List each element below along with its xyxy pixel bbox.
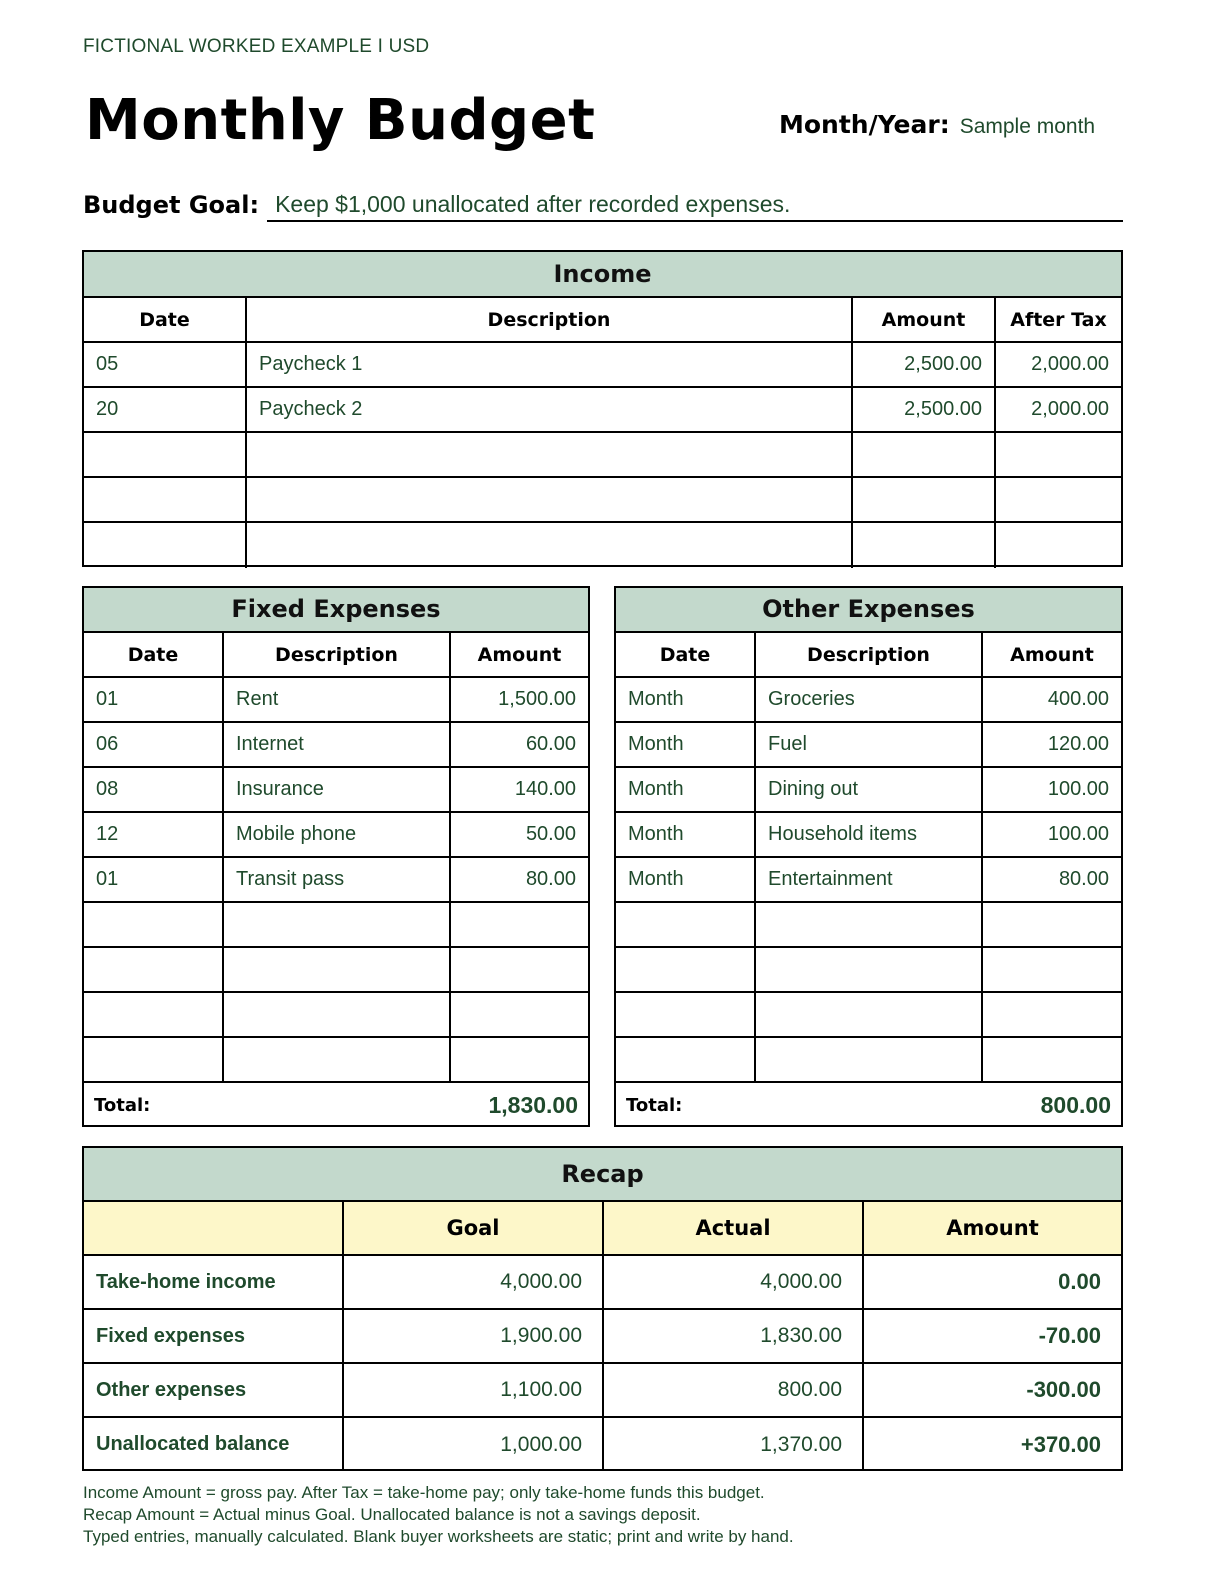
column-header: Description [224,633,451,678]
column-header: Description [756,633,983,678]
table-cell-date [84,433,247,478]
table-cell-date [616,1038,756,1083]
recap-row-label: Other expenses [84,1364,344,1418]
recap-goal: 4,000.00 [344,1256,604,1310]
table-cell-description: Dining out [756,768,983,813]
table-cell-date [616,948,756,993]
table-cell-amount [853,523,996,568]
table-cell-description: Fuel [756,723,983,768]
table-cell-description: Paycheck 2 [247,388,853,433]
table-cell-amount [983,948,1121,993]
recap-actual: 1,370.00 [604,1418,864,1471]
table-cell-description: Entertainment [756,858,983,903]
table-cell-description [756,948,983,993]
fixed-total-value: 1,830.00 [488,1091,578,1118]
table-cell-date: Month [616,858,756,903]
document-tag: FICTIONAL WORKED EXAMPLE I USD [83,36,430,57]
table-cell-amount: 100.00 [983,768,1121,813]
table-cell-after-tax: 2,000.00 [996,388,1121,433]
table-cell-amount: 80.00 [451,858,588,903]
recap-goal: 1,900.00 [344,1310,604,1364]
column-header: Actual [604,1202,864,1256]
table-cell-amount: 2,500.00 [853,388,996,433]
recap-actual: 800.00 [604,1364,864,1418]
month-year [779,110,1095,139]
recap-actual: 4,000.00 [604,1256,864,1310]
table-cell-description: Internet [224,723,451,768]
page-title: Monthly Budget [85,88,596,153]
table-cell-description: Insurance [224,768,451,813]
income-title: Income [84,252,1121,298]
recap-row-label: Take-home income [84,1256,344,1310]
table-cell-description [247,523,853,568]
recap-table [82,1146,1123,1471]
table-cell-date: Month [616,678,756,723]
table-cell-date [84,948,224,993]
table-cell-description: Mobile phone [224,813,451,858]
other-expenses-total [616,1083,1121,1127]
column-header: Amount [864,1202,1121,1256]
table-cell-after-tax [996,433,1121,478]
table-cell-date: 01 [84,858,224,903]
fixed-expenses-table [82,586,590,1127]
table-cell-date: 01 [84,678,224,723]
column-header [84,1202,344,1256]
income-table [82,250,1123,567]
table-cell-amount [451,948,588,993]
table-cell-amount: 60.00 [451,723,588,768]
table-cell-description [224,1038,451,1083]
fixed-expenses-grid [84,633,588,1083]
table-cell-amount: 400.00 [983,678,1121,723]
table-cell-after-tax [996,523,1121,568]
table-cell-amount [451,993,588,1038]
table-cell-after-tax [996,478,1121,523]
recap-actual: 1,830.00 [604,1310,864,1364]
table-cell-description: Groceries [756,678,983,723]
budget-goal-label: Budget Goal: [83,191,260,219]
table-cell-amount [983,1038,1121,1083]
footnote: Typed entries, manually calculated. Blank buyer worksheets are static; print and write by hand. [83,1527,794,1546]
column-header: Description [247,298,853,343]
income-grid [84,298,1121,568]
table-cell-date: 20 [84,388,247,433]
other-expenses-table [614,586,1123,1127]
table-cell-description: Rent [224,678,451,723]
column-header: Date [616,633,756,678]
budget-goal [83,188,1123,222]
fixed-expenses-title: Fixed Expenses [84,588,588,633]
table-cell-date [616,993,756,1038]
table-cell-date: Month [616,723,756,768]
recap-amount: -300.00 [864,1364,1121,1418]
recap-grid [84,1202,1121,1471]
table-cell-amount [451,1038,588,1083]
table-cell-date: 08 [84,768,224,813]
column-header: Date [84,633,224,678]
fixed-expenses-total [84,1083,588,1127]
table-cell-amount [451,903,588,948]
table-cell-date [84,1038,224,1083]
column-header: Goal [344,1202,604,1256]
budget-goal-value: Keep $1,000 unallocated after recorded expenses. [267,188,1123,222]
table-cell-description [756,903,983,948]
column-header: Amount [451,633,588,678]
column-header: Date [84,298,247,343]
column-header: Amount [853,298,996,343]
recap-amount: +370.00 [1020,1431,1101,1457]
footnote: Recap Amount = Actual minus Goal. Unallocated balance is not a savings deposit. [83,1505,701,1524]
table-cell-date [84,903,224,948]
recap-amount: -70.00 [864,1310,1121,1364]
table-cell-description: Household items [756,813,983,858]
table-cell-date: Month [616,768,756,813]
table-cell-description: Paycheck 1 [247,343,853,388]
table-cell-amount [983,903,1121,948]
footnote: Income Amount = gross pay. After Tax = take-home pay; only take-home funds this budget. [83,1483,765,1502]
other-total-value: 800.00 [1040,1091,1111,1118]
table-cell-date: Month [616,813,756,858]
table-cell-description [224,993,451,1038]
table-cell-description [247,433,853,478]
recap-amount: 0.00 [864,1256,1121,1310]
table-cell-date [84,993,224,1038]
table-cell-description [756,993,983,1038]
table-cell-amount [853,433,996,478]
table-cell-amount: 50.00 [451,813,588,858]
table-cell-amount: 120.00 [983,723,1121,768]
column-header: After Tax [996,298,1121,343]
table-cell-amount: 140.00 [451,768,588,813]
table-cell-after-tax: 2,000.00 [996,343,1121,388]
table-cell-date [84,478,247,523]
table-cell-description [756,1038,983,1083]
recap-goal: 1,100.00 [344,1364,604,1418]
table-cell-description [247,478,853,523]
table-cell-date [84,523,247,568]
month-year-value: Sample month [959,115,1096,138]
other-total-label: Total: [626,1094,683,1116]
other-expenses-title: Other Expenses [616,588,1121,633]
table-cell-amount: 1,500.00 [451,678,588,723]
table-cell-date: 12 [84,813,224,858]
footnotes [83,1482,794,1548]
recap-goal: 1,000.00 [344,1418,604,1471]
column-header: Amount [983,633,1121,678]
fixed-total-label: Total: [94,1094,151,1116]
table-cell-date: 05 [84,343,247,388]
table-cell-date [616,903,756,948]
recap-title: Recap [84,1148,1121,1202]
table-cell-description: Transit pass [224,858,451,903]
table-cell-amount: 100.00 [983,813,1121,858]
table-cell-amount [853,478,996,523]
recap-row-label: Fixed expenses [84,1310,344,1364]
table-cell-date: 06 [84,723,224,768]
month-year-label: Month/Year: [779,110,950,139]
table-cell-amount: 80.00 [983,858,1121,903]
other-expenses-grid [616,633,1121,1083]
recap-row-label: Unallocated balance [84,1418,344,1471]
table-cell-amount [983,993,1121,1038]
table-cell-description [224,948,451,993]
table-cell-amount: 2,500.00 [853,343,996,388]
table-cell-description [224,903,451,948]
